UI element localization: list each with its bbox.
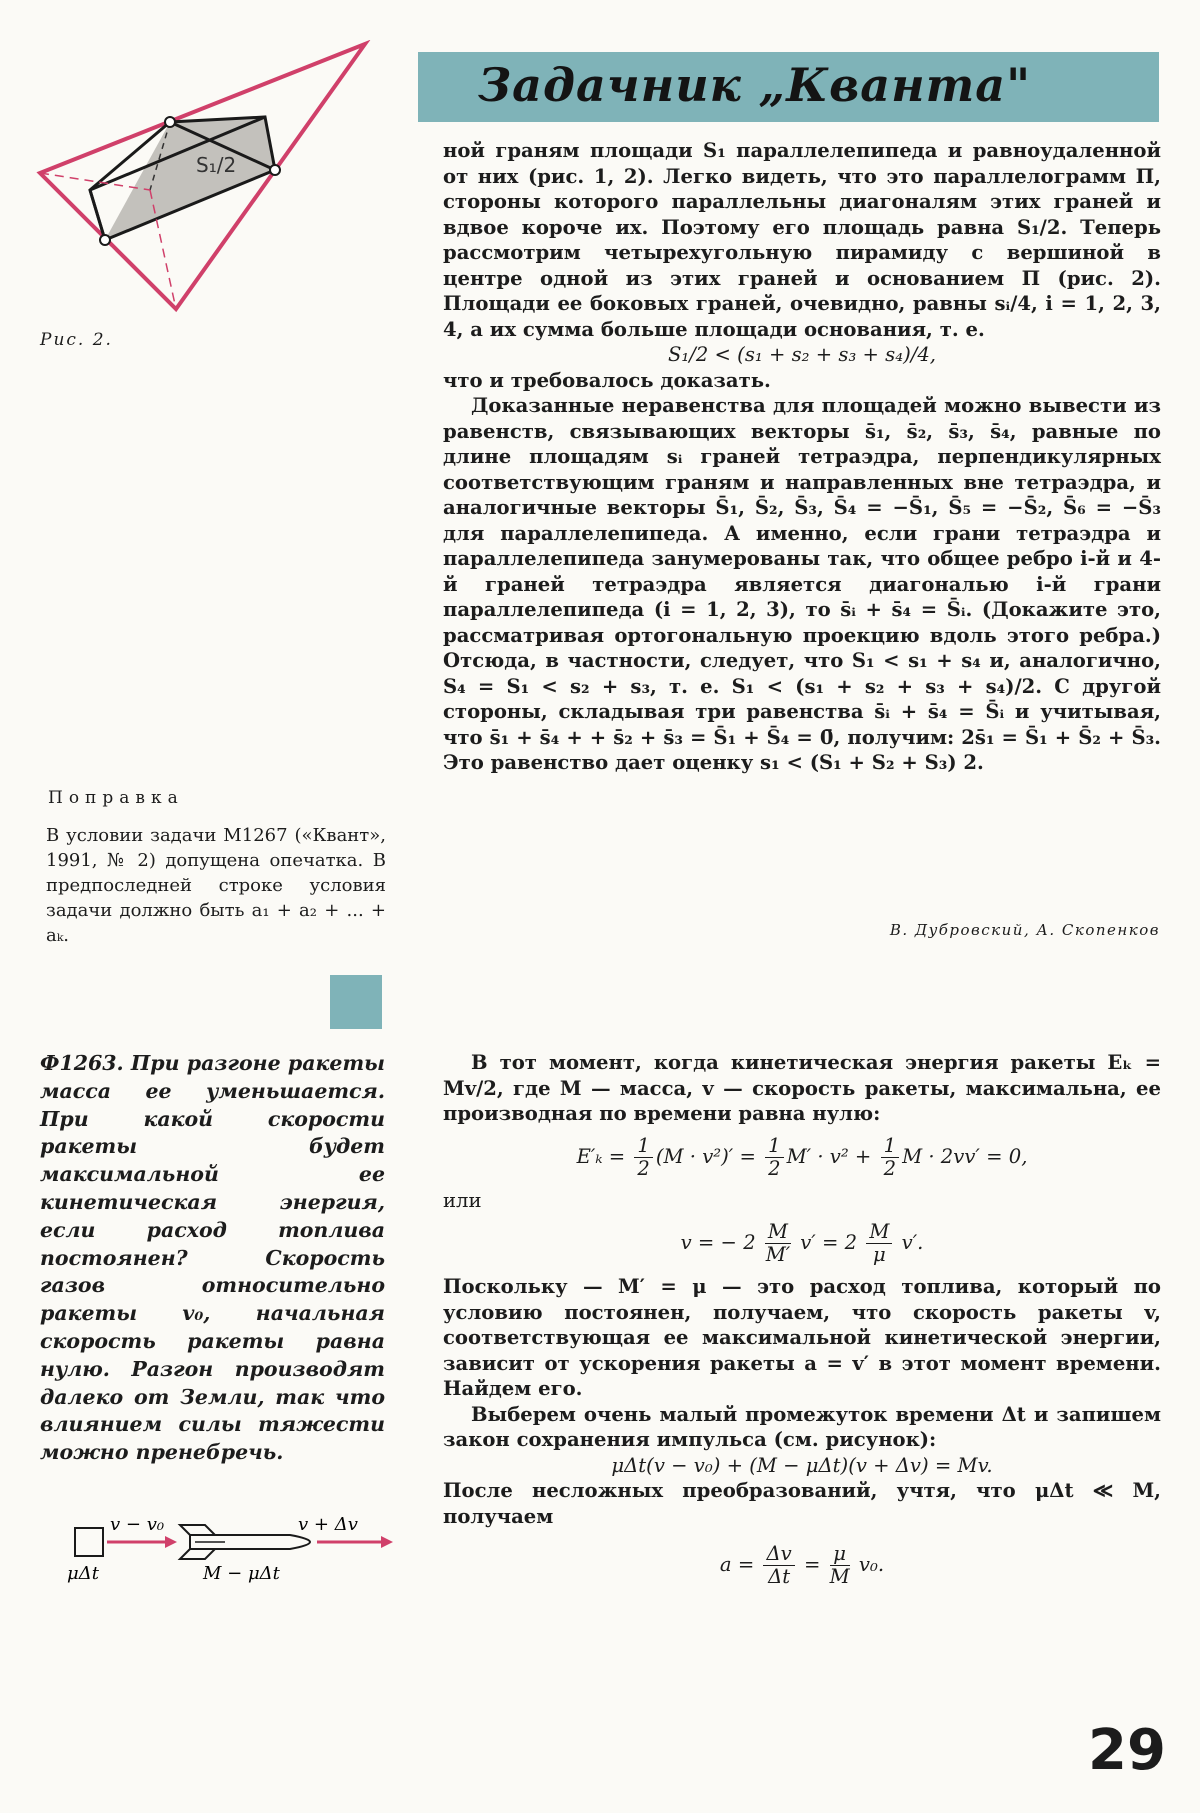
solution-formula-4: a = $\frac{\Delta v}{\Delta t}$ = $\frac{\mu}{M}$ v₀. — [719, 1542, 885, 1588]
page-number: 29 — [1088, 1718, 1166, 1783]
problem-text: При разгоне ракеты масса ее уменьшается. При какой скорости ракеты будет максимальной ее кинетическая энергия, если расход топлива постоянен? Скорость газов относительно ракеты v₀, начальная скорость ракеты равна нулю. Разгон производят далеко от Земли, так что влиянием силы тяжести можно пренебречь. — [40, 1051, 386, 1465]
main-text — [443, 138, 1161, 776]
decorative-square — [330, 975, 382, 1029]
popravka-text: В условии задачи М1267 («Квант», 1991, № 2) допущена опечатка. В предпоследней строке условия задачи должно быть a₁ + a₂ + ... + aₖ. — [46, 825, 386, 946]
main-paragraph-1: ной граням площади S₁ параллелепипеда и равноудаленной от них (рис. 1, 2). Легко видеть, что это параллелограмм П, стороны которого параллельны диагоналям этих граней и вдвое короче их. Поэтому его площадь равна S₁/2. Теперь рассмотрим четырехугольную пирамиду с вершиной в центре одной из этих граней и основанием П (рис. 2). Площади ее боковых граней, очевидно, равны sᵢ/4, i = 1, 2, 3, 4, а их сумма больше площади основания, т. е. — [443, 139, 1161, 341]
box-velocity-label: v − v₀ — [110, 1514, 165, 1535]
main-paragraph-2: что и требовалось доказать. — [443, 368, 771, 392]
rocket-velocity-label: v + Δv — [298, 1514, 358, 1535]
solution-paragraph-4: После несложных преобразований, учтя, что μΔt ≪ M, получаем — [443, 1479, 1161, 1528]
solution-text — [443, 1050, 1161, 1602]
rocket-figure — [55, 1505, 400, 1585]
solution-or: или — [443, 1188, 482, 1212]
solution-formula-1: E′ₖ = $\frac{1}{2}$ (M · v²)′ = $\frac{1}{2}$ M′ · v² + $\frac{1}{2}$ M · 2vv′ = 0, — [576, 1133, 1028, 1180]
banner-title: Задачник „Кванта" — [478, 58, 1032, 112]
problem-code: Ф1263. — [40, 1051, 124, 1075]
solution-paragraph-1: В тот момент, когда кинетическая энергия ракеты Eₖ = Mv/2, где M — масса, v — скорость ракеты, максимальна, ее производная по времени равна нулю: — [443, 1051, 1161, 1125]
popravka-title: Поправка — [48, 788, 184, 808]
main-paragraph-3: Доказанные неравенства для площадей можно вывести из равенств, связывающих векторы s̄₁, s̄₂, s̄₃, s̄₄, равные по длине площадям sᵢ граней тетраэдра, перпендикулярных соответствующим граням и направленных вне тетраэдра, и аналогичные векторы S̄₁, S̄₂, S̄₃, S̄₄ = −S̄₁, S̄₅ = −S̄₂, S̄₆ = −S̄₃ для параллелепипеда. А именно, если грани тетраэдра и параллелепипеда занумерованы так, что общее ребро i-й и 4-й граней тетраэдра является диагональю i-й грани параллелепипеда (i = 1, 2, 3), то s̄ᵢ + s̄₄ = S̄ᵢ. (Докажите это, рассматривая ортогональную проекцию вдоль этого ребра.) Отсюда, в частности, следует, что S₁ < s₁ + s₄ и, аналогично, S₄ = S₁ < s₂ + s₃, т. е. S₁ < (s₁ + s₂ + s₃ + s₄)/2. С другой стороны, складывая три равенства s̄ᵢ + s̄₄ = S̄ᵢ и учитывая, что s̄₁ + s̄₄ + + s̄₂ + s̄₃ = S̄₁ + S̄₄ = 0̄, получим: 2s̄₁ = S̄₁ + S̄₂ + S̄₃. Это равенство дает оценку s₁ < (S₁ + S₂ + S₃) 2. — [443, 394, 1161, 774]
figure-2-parallelepiped — [30, 40, 380, 320]
figure-2-caption: Рис. 2. — [40, 330, 113, 350]
header-banner — [418, 52, 1159, 122]
solution-formula-2: v = − 2 $\frac{M}{M'}$ v′ = 2 $\frac{M}{\mu}$ v′. — [680, 1220, 924, 1266]
solution-formula-3: μΔt(v − v₀) + (M − μΔt)(v + Δv) = Mv. — [611, 1453, 993, 1477]
rocket-mass-label: M − μΔt — [203, 1563, 280, 1584]
main-formula-1: S₁/2 < (s₁ + s₂ + s₃ + s₄)/4, — [667, 343, 937, 366]
solution-paragraph-2: Поскольку — M′ = μ — это расход топлива, который по условию постоянен, получаем, что скорость ракеты v, соответствующая ее максимальной кинетической энергии, зависит от ускорения ракеты a = v′ в этот момент времени. Найдем его. — [443, 1275, 1161, 1400]
box-mass-label: μΔt — [67, 1563, 99, 1584]
authors: В. Дубровский, А. Скопенков — [889, 921, 1160, 939]
figure-2-label: S₁/2 — [196, 153, 237, 177]
problem-statement — [40, 1050, 385, 1467]
solution-paragraph-3: Выберем очень малый промежуток времени Δt и запишем закон сохранения импульса (см. рисунок): — [443, 1402, 1161, 1451]
gas-box — [75, 1528, 103, 1556]
